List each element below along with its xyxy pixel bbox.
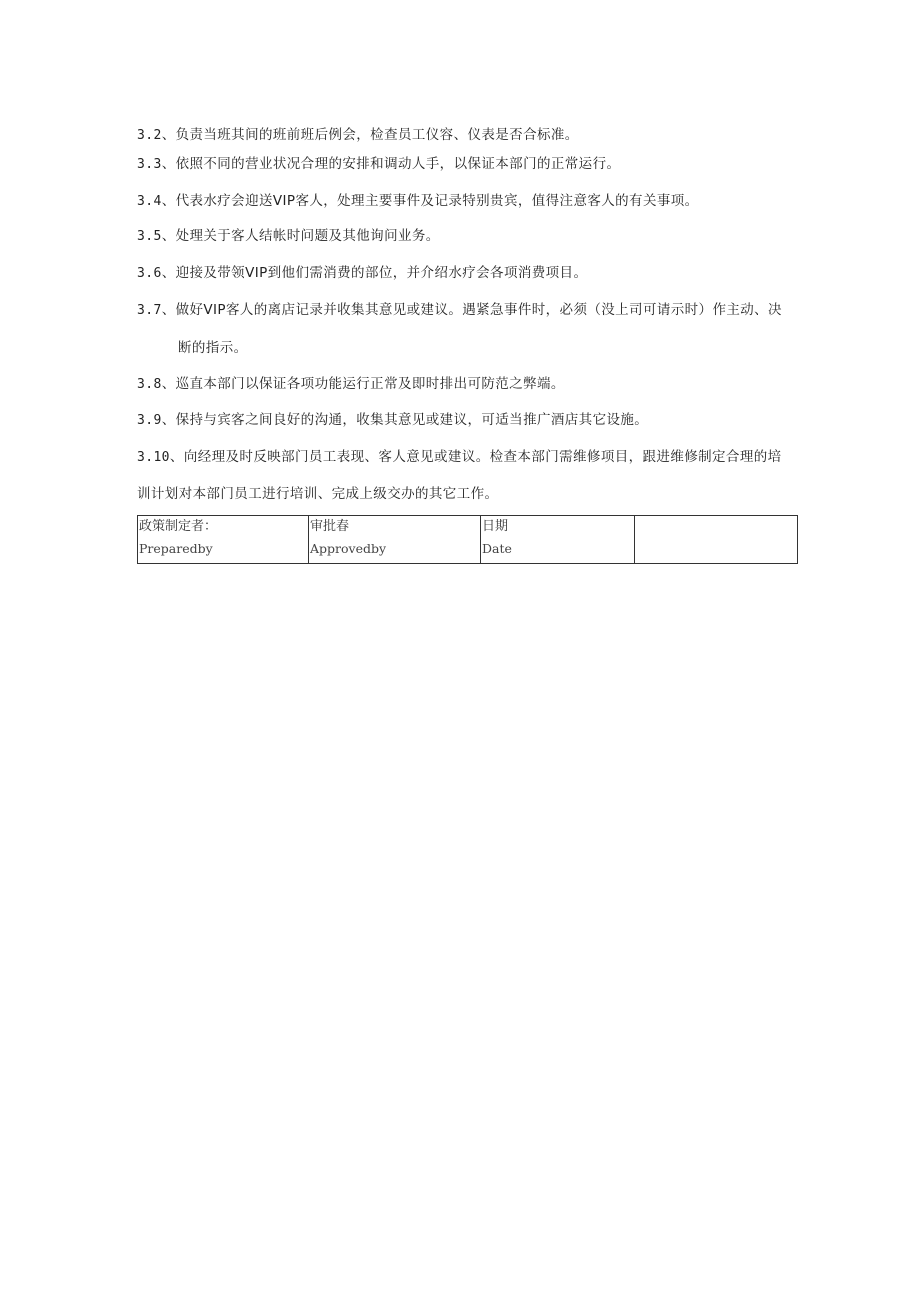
duty-item-3-10-continuation: 训计划对本部门员工进行培训、完成上级交办的其它工作。 — [137, 486, 499, 502]
approved-by-label-cn: 审批春 — [310, 519, 350, 534]
duty-item-3-8 — [137, 374, 867, 395]
prepared-by-label-cn: 政策制定者： — [139, 519, 218, 534]
item-text: 、保持与宾客之间良好的沟通，收集其意见或建议，可适当推广酒店其它设施。 — [161, 412, 649, 428]
item-text: 、依照不同的营业状况合理的安排和调动人手，以保证本部门的正常运行。 — [161, 156, 621, 172]
prepared-by-label-en: Preparedby — [139, 541, 213, 556]
item-text: 、巡直本部门以保证各项功能运行正常及即时排出可防范之弊端。 — [161, 376, 565, 392]
item-text: 、负责当班其间的班前班后例会，检查员工仪容、仪表是否合标准。 — [161, 127, 579, 143]
approved-by-label-en: Approvedby — [310, 541, 387, 556]
item-number: 3.4 — [137, 194, 162, 209]
duty-item-3-7-continuation: 断的指示。 — [178, 340, 248, 356]
approved-by-cell — [309, 516, 481, 564]
item-text: 、做好VIP客人的离店记录并收集其意见或建议。遇紧急事件时，必须（没上司可请示时）作主动、决 — [161, 302, 782, 318]
item-number: 3.9 — [137, 413, 162, 428]
signoff-table — [137, 515, 798, 564]
item-number: 3.8 — [137, 377, 162, 392]
date-label-en: Date — [482, 541, 512, 556]
signoff-row — [138, 516, 798, 564]
duty-item-3-6 — [137, 263, 867, 284]
item-text: 、迎接及带领VIP到他们需消费的部位，并介绍水疗会各项消费项目。 — [161, 265, 588, 281]
blank-cell — [635, 516, 798, 564]
item-number: 3.5 — [137, 229, 162, 244]
duty-item-3-7 — [137, 300, 867, 321]
item-number: 3.10 — [137, 450, 170, 465]
duty-item-3-3 — [137, 154, 867, 175]
item-text: 、代表水疗会迎送VIP客人，处理主要事件及记录特别贵宾，值得注意客人的有关事项。 — [161, 193, 699, 209]
item-number: 3.7 — [137, 303, 162, 318]
item-number: 3.2 — [137, 128, 162, 143]
duty-item-3-2 — [137, 125, 867, 146]
duty-item-3-4 — [137, 191, 867, 212]
item-text: 、向经理及时反映部门员工表现、客人意见或建议。检查本部门需维修项目，跟进维修制定合理的培 — [169, 449, 782, 465]
item-number: 3.6 — [137, 266, 162, 281]
item-text: 、处理关于客人结帐时问题及其他询问业务。 — [161, 228, 440, 244]
duty-item-3-9 — [137, 410, 867, 431]
duty-item-3-10 — [137, 447, 867, 468]
item-number: 3.3 — [137, 157, 162, 172]
date-cell — [481, 516, 635, 564]
duty-item-3-5 — [137, 226, 867, 247]
prepared-by-cell — [138, 516, 309, 564]
date-label-cn: 日期 — [482, 519, 509, 534]
